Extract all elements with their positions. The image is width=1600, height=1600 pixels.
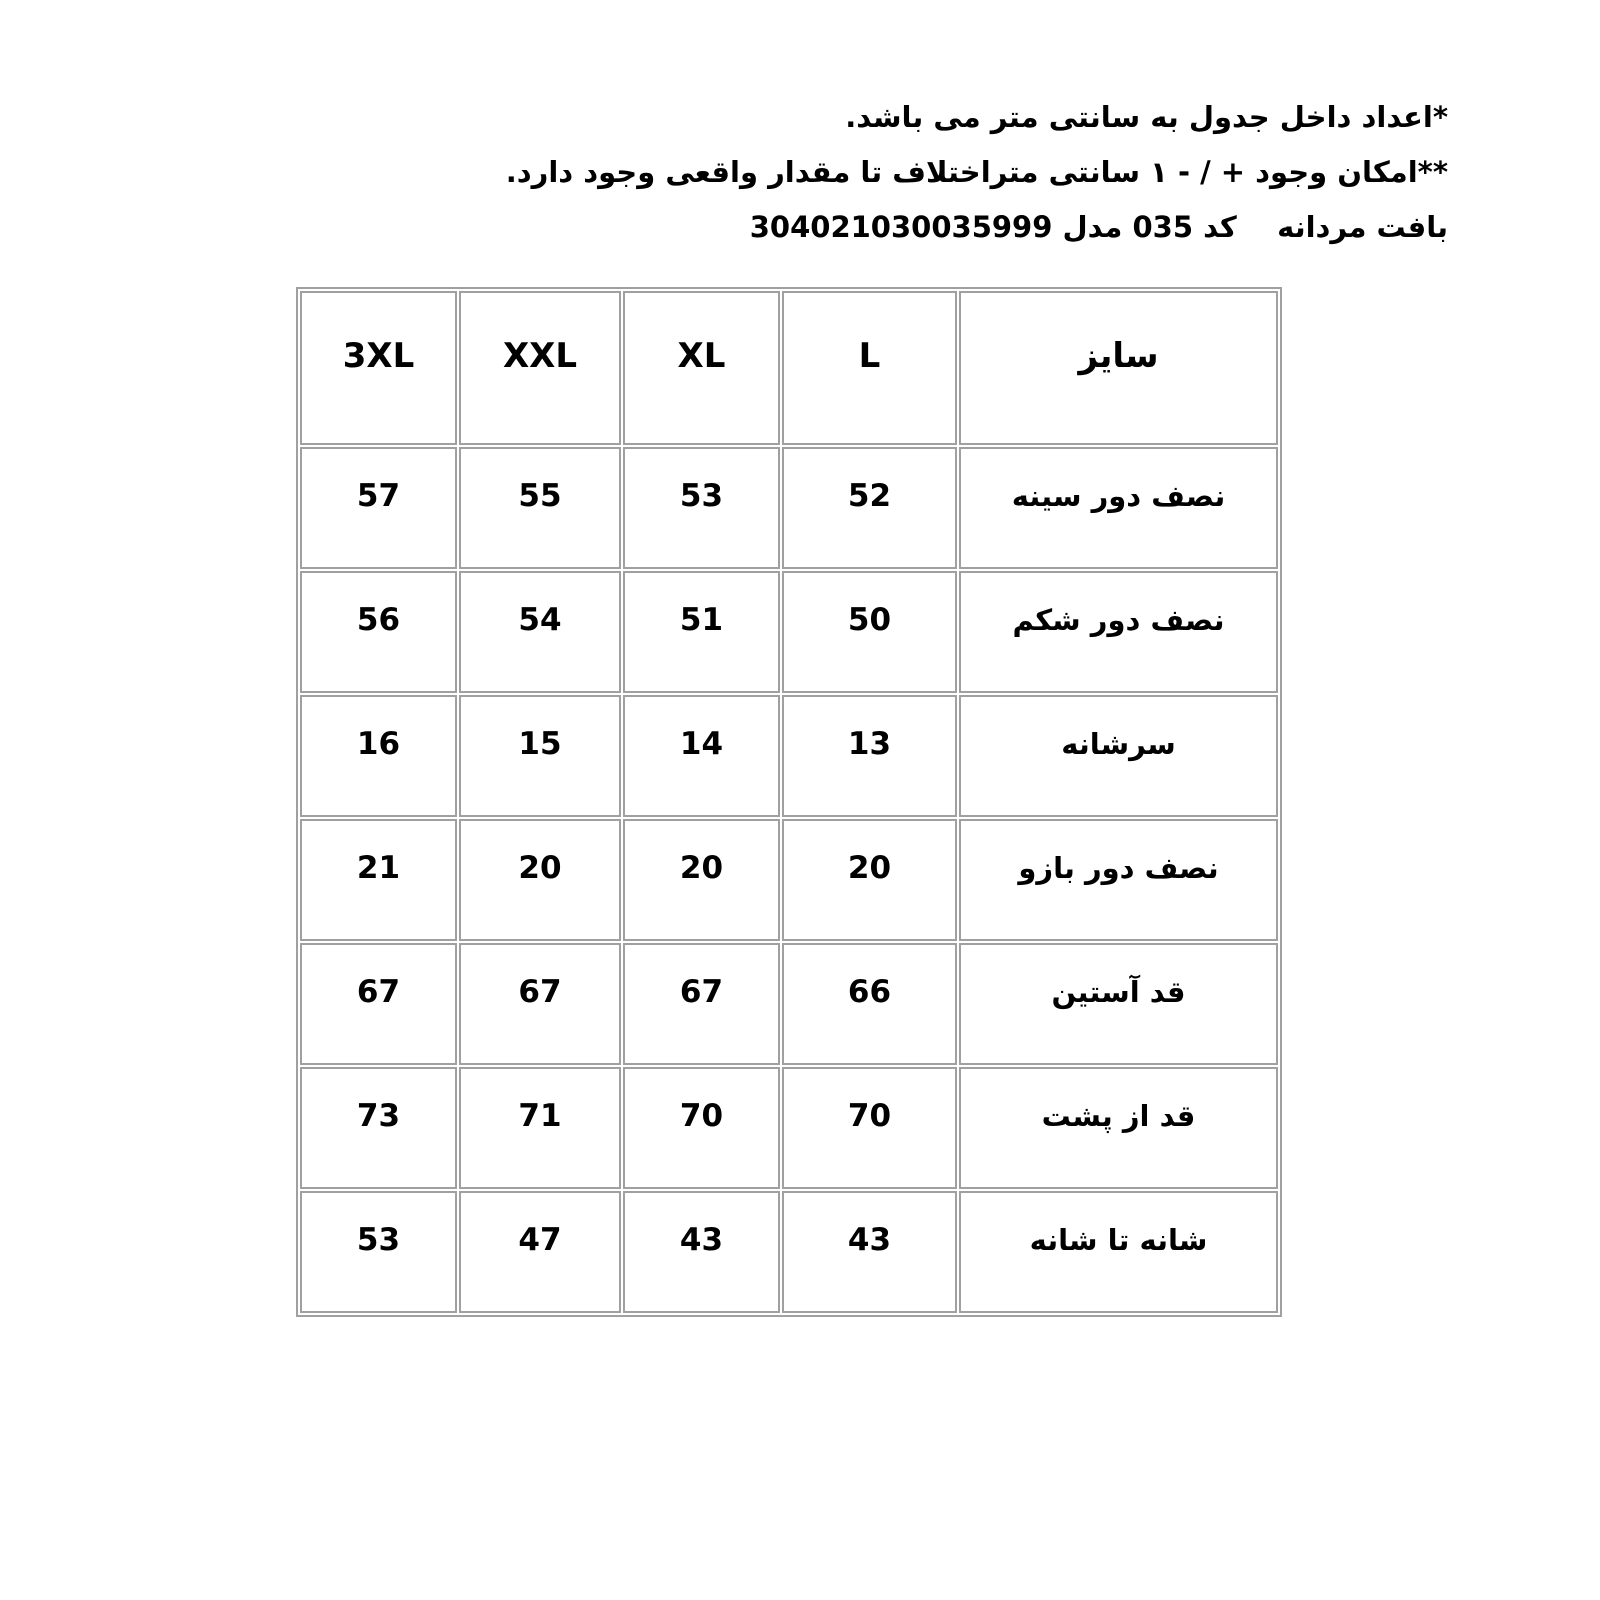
value-sleeve-length-xxl: 67 [459,943,621,1065]
value-half-waist-l: 50 [782,571,957,693]
header-size-l: L [782,291,957,445]
row-label-half-chest: نصف دور سینه [959,447,1278,569]
value-shoulder-xxl: 15 [459,695,621,817]
value-shoulder-to-shoulder-l: 43 [782,1191,957,1313]
value-half-chest-3xl: 57 [300,447,457,569]
value-half-waist-3xl: 56 [300,571,457,693]
value-shoulder-to-shoulder-xxl: 47 [459,1191,621,1313]
note-units: *اعداد داخل جدول به سانتی متر می باشد. [845,100,1448,134]
row-label-shoulder: سرشانه [959,695,1278,817]
value-shoulder-3xl: 16 [300,695,457,817]
note-tolerance: **امکان وجود + / - ۱ سانتی متراختلاف تا مقدار واقعی وجود دارد. [505,155,1448,189]
value-half-chest-xxl: 55 [459,447,621,569]
value-back-length-3xl: 73 [300,1067,457,1189]
table-header-row [300,291,1278,445]
value-half-waist-xxl: 54 [459,571,621,693]
table-row-shoulder-to-shoulder [300,1191,1278,1313]
value-back-length-xl: 70 [623,1067,780,1189]
value-shoulder-to-shoulder-3xl: 53 [300,1191,457,1313]
value-shoulder-to-shoulder-xl: 43 [623,1191,780,1313]
row-label-half-arm: نصف دور بازو [959,819,1278,941]
table-row-shoulder [300,695,1278,817]
header-size-xl: XL [623,291,780,445]
header-size-xxl: XXL [459,291,621,445]
value-sleeve-length-l: 66 [782,943,957,1065]
value-back-length-xxl: 71 [459,1067,621,1189]
value-half-chest-xl: 53 [623,447,780,569]
notes-block [506,96,1448,261]
value-half-arm-xxl: 20 [459,819,621,941]
value-half-arm-3xl: 21 [300,819,457,941]
value-sleeve-length-3xl: 67 [300,943,457,1065]
value-back-length-l: 70 [782,1067,957,1189]
size-chart-table [296,287,1282,1317]
value-shoulder-l: 13 [782,695,957,817]
table-row-sleeve-length [300,943,1278,1065]
value-shoulder-xl: 14 [623,695,780,817]
row-label-back-length: قد از پشت [959,1067,1278,1189]
value-half-chest-l: 52 [782,447,957,569]
row-label-shoulder-to-shoulder: شانه تا شانه [959,1191,1278,1313]
note-product-code: بافت مردانه کد 035 مدل 304021030035999 [749,210,1448,244]
table-row-back-length [300,1067,1278,1189]
table-row-half-waist [300,571,1278,693]
table-row-half-arm [300,819,1278,941]
value-sleeve-length-xl: 67 [623,943,780,1065]
row-label-sleeve-length: قد آستین [959,943,1278,1065]
header-size-label: سایز [959,291,1278,445]
value-half-arm-xl: 20 [623,819,780,941]
value-half-arm-l: 20 [782,819,957,941]
table-row-half-chest [300,447,1278,569]
row-label-half-waist: نصف دور شکم [959,571,1278,693]
header-size-3xl: 3XL [300,291,457,445]
value-half-waist-xl: 51 [623,571,780,693]
